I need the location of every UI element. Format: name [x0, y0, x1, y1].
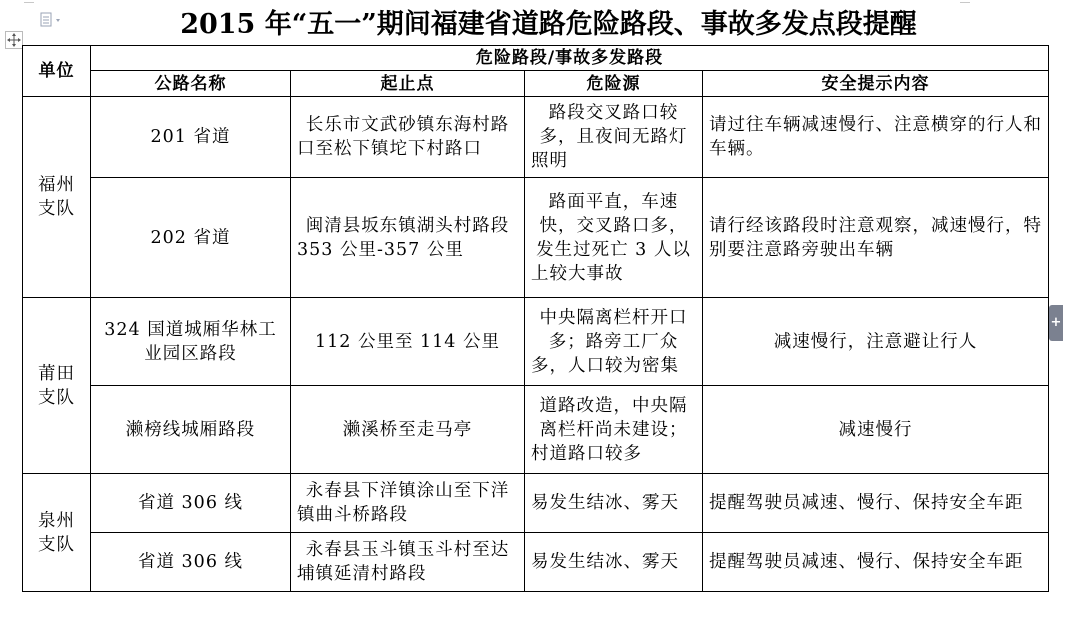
- table-row: [23, 533, 1049, 592]
- hazard-cell: 易发生结冰、雾天: [525, 474, 703, 533]
- road-cell: 201 省道: [91, 97, 291, 178]
- range-cell: 闽清县坂东镇湖头村路段 353 公里-357 公里: [291, 178, 525, 298]
- hazard-cell: 道路改造，中央隔离栏杆尚未建设；村道路口较多: [525, 386, 703, 474]
- road-cell: 省道 306 线: [91, 474, 291, 533]
- header-group: 危险路段/事故多发路段: [91, 46, 1049, 71]
- add-tab-icon[interactable]: [1049, 305, 1063, 341]
- page-title: 2015 年“五一”期间福建省道路危险路段、事故多发点段提醒: [180, 9, 917, 40]
- hazard-cell: 路面平直，车速快，交叉路口多，发生过死亡 3 人以上较大事故: [525, 178, 703, 298]
- advice-cell: 提醒驾驶员减速、慢行、保持安全车距: [703, 533, 1049, 592]
- header-range: 起止点: [291, 71, 525, 97]
- range-cell: 112 公里至 114 公里: [291, 298, 525, 386]
- range-cell: 濑溪桥至走马亭: [291, 386, 525, 474]
- road-cell: 324 国道城厢华林工业园区路段: [91, 298, 291, 386]
- hazard-cell: 中央隔离栏杆开口多；路旁工厂众多，人口较为密集: [525, 298, 703, 386]
- range-cell: 永春县下洋镇涂山至下洋镇曲斗桥路段: [291, 474, 525, 533]
- table-row: [23, 298, 1049, 386]
- range-cell: 永春县玉斗镇玉斗村至达埔镇延清村路段: [291, 533, 525, 592]
- table-row: [23, 386, 1049, 474]
- table-row: [23, 178, 1049, 298]
- danger-road-table: [22, 45, 1049, 592]
- unit-cell-quanzhou: [23, 474, 91, 592]
- corner-mark-left: [24, 2, 34, 3]
- header-road: 公路名称: [91, 71, 291, 97]
- add-tab-glyph: +: [1050, 315, 1062, 330]
- road-cell: 濑榜线城厢路段: [91, 386, 291, 474]
- table-row: [23, 474, 1049, 533]
- unit-cell-fuzhou: [23, 97, 91, 298]
- advice-cell: 请行经该路段时注意观察，减速慢行，特别要注意路旁驶出车辆: [703, 178, 1049, 298]
- table-row: [23, 97, 1049, 178]
- road-cell: 省道 306 线: [91, 533, 291, 592]
- advice-cell: 减速慢行，注意避让行人: [703, 298, 1049, 386]
- unit-name: 福州支队: [38, 175, 75, 219]
- header-row-group: [23, 46, 1049, 71]
- unit-name: 莆田支队: [38, 363, 75, 408]
- hazard-cell: 易发生结冰、雾天: [525, 533, 703, 592]
- header-advice: 安全提示内容: [703, 71, 1049, 97]
- unit-name: 泉州支队: [38, 510, 75, 555]
- header-row-columns: [23, 71, 1049, 97]
- corner-mark-right: [960, 2, 970, 3]
- range-cell: 长乐市文武砂镇东海村路口至松下镇坨下村路口: [291, 97, 525, 178]
- header-unit: 单位: [23, 46, 91, 97]
- advice-cell: 请过往车辆减速慢行、注意横穿的行人和车辆。: [703, 97, 1049, 178]
- header-hazard: 危险源: [525, 71, 703, 97]
- road-cell: 202 省道: [91, 178, 291, 298]
- advice-cell: 减速慢行: [703, 386, 1049, 474]
- hazard-cell: 路段交叉路口较多，且夜间无路灯照明: [525, 97, 703, 178]
- advice-cell: 提醒驾驶员减速、慢行、保持安全车距: [703, 474, 1049, 533]
- unit-cell-putian: [23, 298, 91, 474]
